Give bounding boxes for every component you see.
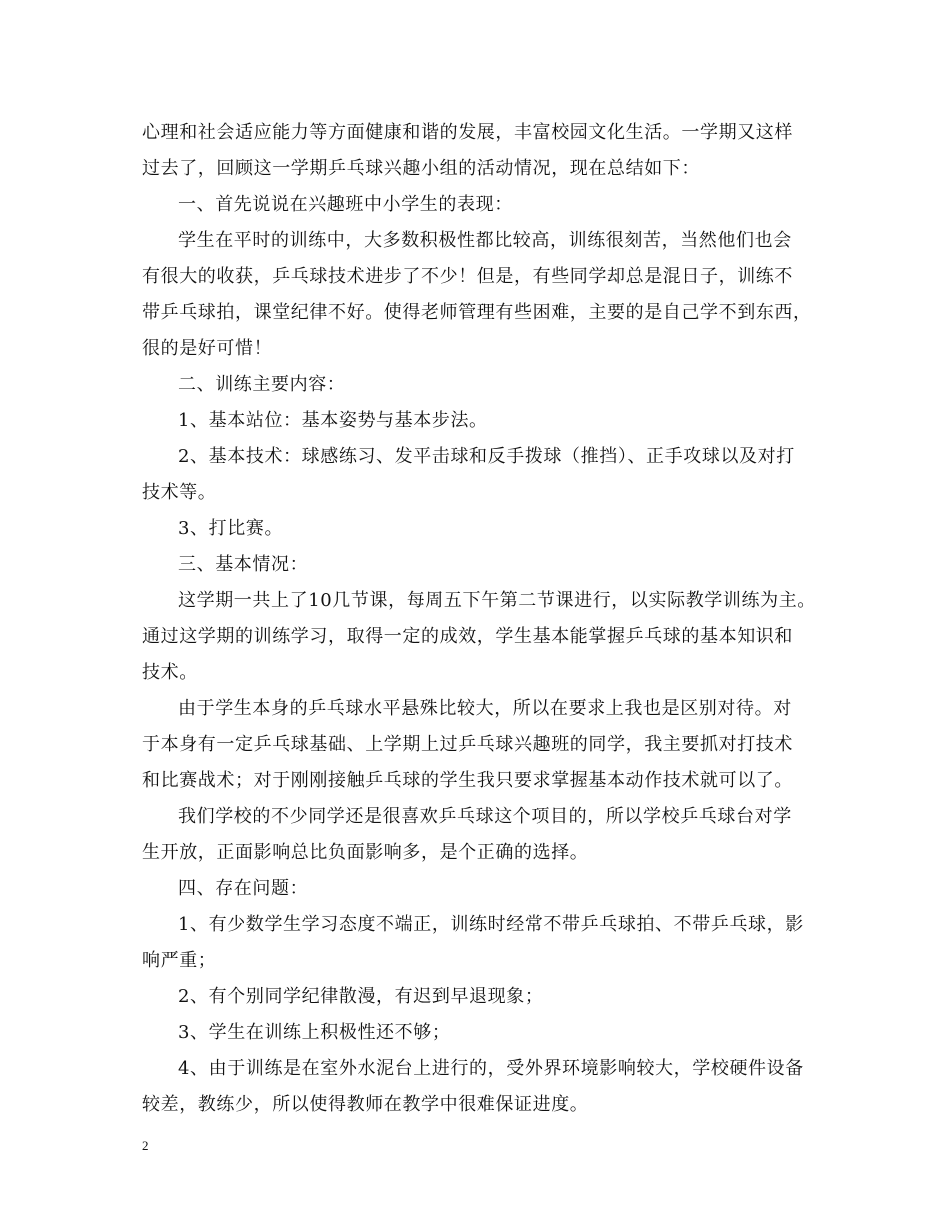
list-item: 2、基本技术：球感练习、发平击球和反手拨球（推挡）、正手攻球以及对打 <box>178 446 795 467</box>
text-line: 由于学生本身的乒乓球水平悬殊比较大，所以在要求上我也是区别对待。对 <box>178 698 792 719</box>
text-line: 这学期一共上了10几节课，每周五下午第二节课进行，以实际教学训练为主。 <box>178 590 816 611</box>
text-line: 和比赛战术；对于刚刚接触乒乓球的学生我只要求掌握基本动作技术就可以了。 <box>142 770 793 791</box>
text-line: 有很大的收获，乒乓球技术进步了不少！但是，有些同学却总是混日子，训练不 <box>142 266 793 287</box>
text-line: 响严重； <box>142 950 217 971</box>
list-item: 4、由于训练是在室外水泥台上进行的，受外界环境影响较大，学校硬件设备 <box>178 1058 804 1079</box>
text-line: 通过这学期的训练学习，取得一定的成效，学生基本能掌握乒乓球的基本知识和 <box>142 626 793 647</box>
section-heading: 四、存在问题： <box>178 878 309 899</box>
text-line: 学生在平时的训练中，大多数积极性都比较高，训练很刻苦，当然他们也会 <box>178 230 792 251</box>
text-line: 很的是好可惜！ <box>142 338 273 359</box>
list-item: 3、学生在训练上积极性还不够； <box>178 1022 451 1043</box>
text-line: 于本身有一定乒乓球基础、上学期上过乒乓球兴趣班的同学，我主要抓对打技术 <box>142 734 793 755</box>
text-line: 技术等。 <box>142 482 217 503</box>
page-number: 2 <box>142 1138 149 1153</box>
text-line: 过去了，回顾这一学期乒乓球兴趣小组的活动情况，现在总结如下： <box>142 158 700 179</box>
list-item: 1、有少数学生学习态度不端正，训练时经常不带乒乓球拍、不带乒乓球，影 <box>178 914 804 935</box>
text-line: 心理和社会适应能力等方面健康和谐的发展，丰富校园文化生活。一学期又这样 <box>142 122 793 143</box>
list-item: 3、打比赛。 <box>178 518 284 539</box>
section-heading: 二、训练主要内容： <box>178 374 346 395</box>
list-item: 1、基本站位：基本姿势与基本步法。 <box>178 410 488 431</box>
text-line: 生开放，正面影响总比负面影响多，是个正确的选择。 <box>142 842 589 863</box>
text-line: 技术。 <box>142 662 198 683</box>
list-item: 2、有个别同学纪律散漫，有迟到早退现象； <box>178 986 544 1007</box>
text-line: 带乒乓球拍，课堂纪律不好。使得老师管理有些困难，主要的是自己学不到东西， <box>142 302 812 323</box>
section-heading: 三、基本情况： <box>178 554 309 575</box>
text-line: 较差，教练少，所以使得教师在教学中很难保证进度。 <box>142 1094 589 1115</box>
section-heading: 一、首先说说在兴趣班中小学生的表现： <box>178 194 513 215</box>
text-line: 我们学校的不少同学还是很喜欢乒乓球这个项目的，所以学校乒乓球台对学 <box>178 806 792 827</box>
